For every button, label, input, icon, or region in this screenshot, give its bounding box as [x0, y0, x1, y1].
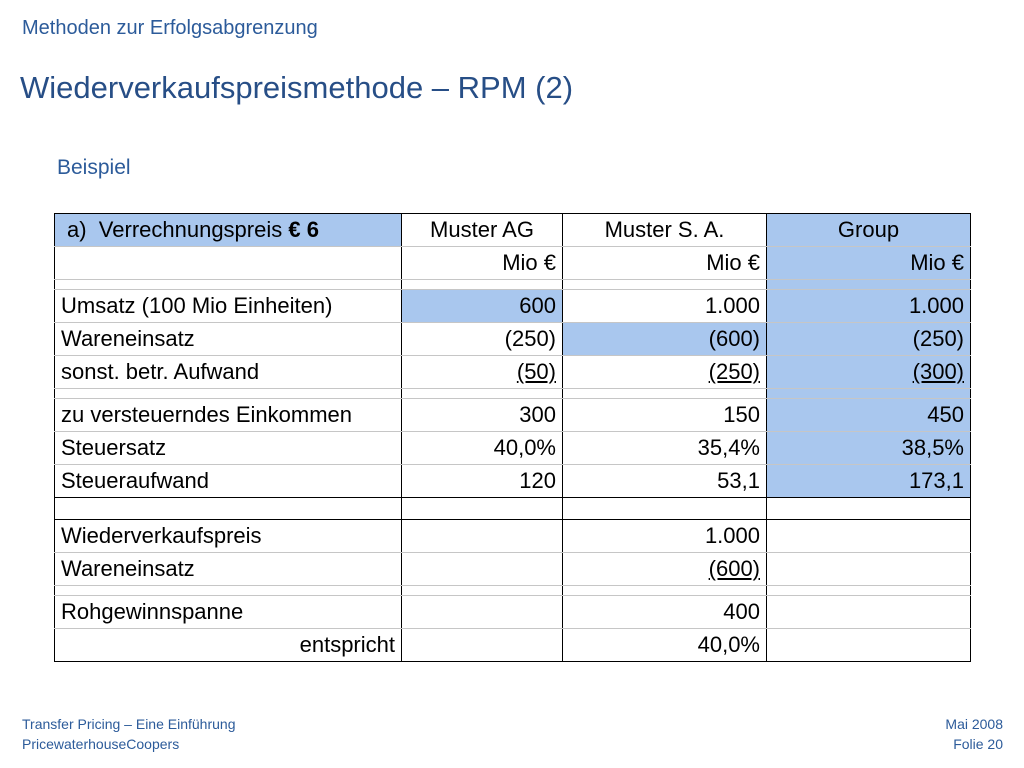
- value-cell: [402, 629, 563, 662]
- units-label-cell: [55, 247, 402, 280]
- value-cell: 53,1: [563, 465, 767, 498]
- value-cell: [767, 629, 971, 662]
- value-cell: [402, 356, 563, 389]
- table-row: [55, 356, 971, 389]
- table-row: [55, 290, 971, 323]
- value-text: (50): [516, 359, 556, 384]
- value-cell: (600): [563, 323, 767, 356]
- value-cell: [563, 553, 767, 586]
- value-cell: 40,0%: [402, 432, 563, 465]
- unit-cell: Mio €: [563, 247, 767, 280]
- header-label-prefix: a): [67, 217, 87, 242]
- value-cell: 173,1: [767, 465, 971, 498]
- value-text: (300): [912, 359, 964, 384]
- value-cell: [402, 596, 563, 629]
- slide-subtitle: Beispiel: [57, 156, 131, 179]
- column-header-muster-ag: Muster AG: [402, 214, 563, 247]
- value-cell: 150: [563, 399, 767, 432]
- column-header-muster-sa: Muster S. A.: [563, 214, 767, 247]
- rpm-example-table: [54, 213, 971, 662]
- footer-company: PricewaterhouseCoopers: [22, 736, 180, 752]
- value-cell: [767, 356, 971, 389]
- value-text: (250): [708, 359, 760, 384]
- value-cell: 120: [402, 465, 563, 498]
- section-kicker: Methoden zur Erfolgsabgrenzung: [22, 17, 318, 39]
- row-label: sonst. betr. Aufwand: [55, 356, 402, 389]
- value-cell: (250): [767, 323, 971, 356]
- slide-title: Wiederverkaufspreismethode – RPM (2): [20, 70, 574, 105]
- row-label: Steuersatz: [55, 432, 402, 465]
- row-label: zu versteuerndes Einkommen: [55, 399, 402, 432]
- footer-left: [22, 714, 235, 754]
- value-cell: 1.000: [563, 520, 767, 553]
- table-row: [55, 465, 971, 498]
- value-cell: 450: [767, 399, 971, 432]
- table-row: [55, 596, 971, 629]
- value-cell: 400: [563, 596, 767, 629]
- value-cell: [767, 520, 971, 553]
- value-cell: [402, 553, 563, 586]
- row-label: Umsatz (100 Mio Einheiten): [55, 290, 402, 323]
- row-label: Steueraufwand: [55, 465, 402, 498]
- unit-cell: Mio €: [767, 247, 971, 280]
- value-cell: [402, 520, 563, 553]
- row-label: Wareneinsatz: [55, 553, 402, 586]
- table-row: [55, 520, 971, 553]
- footer-date: Mai 2008: [945, 716, 1003, 732]
- header-label-cell: [55, 214, 402, 247]
- table-row: [55, 399, 971, 432]
- table-row: [55, 553, 971, 586]
- table-row: [55, 432, 971, 465]
- table-row: [55, 629, 971, 662]
- row-label: entspricht: [55, 629, 402, 662]
- units-row: [55, 247, 971, 280]
- value-cell: [767, 596, 971, 629]
- spacer-row: [55, 280, 971, 290]
- row-label: Rohgewinnspanne: [55, 596, 402, 629]
- value-cell: 1.000: [767, 290, 971, 323]
- header-label-text: Verrechnungspreis: [98, 217, 289, 242]
- value-cell: 1.000: [563, 290, 767, 323]
- table-row: [55, 323, 971, 356]
- value-cell: [563, 356, 767, 389]
- unit-cell: Mio €: [402, 247, 563, 280]
- header-label-price: € 6: [288, 217, 319, 242]
- value-cell: 600: [402, 290, 563, 323]
- value-cell: 38,5%: [767, 432, 971, 465]
- value-cell: [767, 553, 971, 586]
- footer-presentation-title: Transfer Pricing – Eine Einführung: [22, 716, 236, 732]
- value-cell: 35,4%: [563, 432, 767, 465]
- row-label: Wiederverkaufspreis: [55, 520, 402, 553]
- value-text: (600): [708, 556, 760, 581]
- row-label: Wareneinsatz: [55, 323, 402, 356]
- spacer-row: [55, 586, 971, 596]
- value-cell: 40,0%: [563, 629, 767, 662]
- empty-separator-row: [55, 498, 971, 520]
- value-cell: 300: [402, 399, 563, 432]
- footer-slide-number: Folie 20: [953, 736, 1003, 752]
- table-header-row: [55, 214, 971, 247]
- column-header-group: Group: [767, 214, 971, 247]
- spacer-row: [55, 389, 971, 399]
- footer-right: [945, 714, 1003, 754]
- value-cell: (250): [402, 323, 563, 356]
